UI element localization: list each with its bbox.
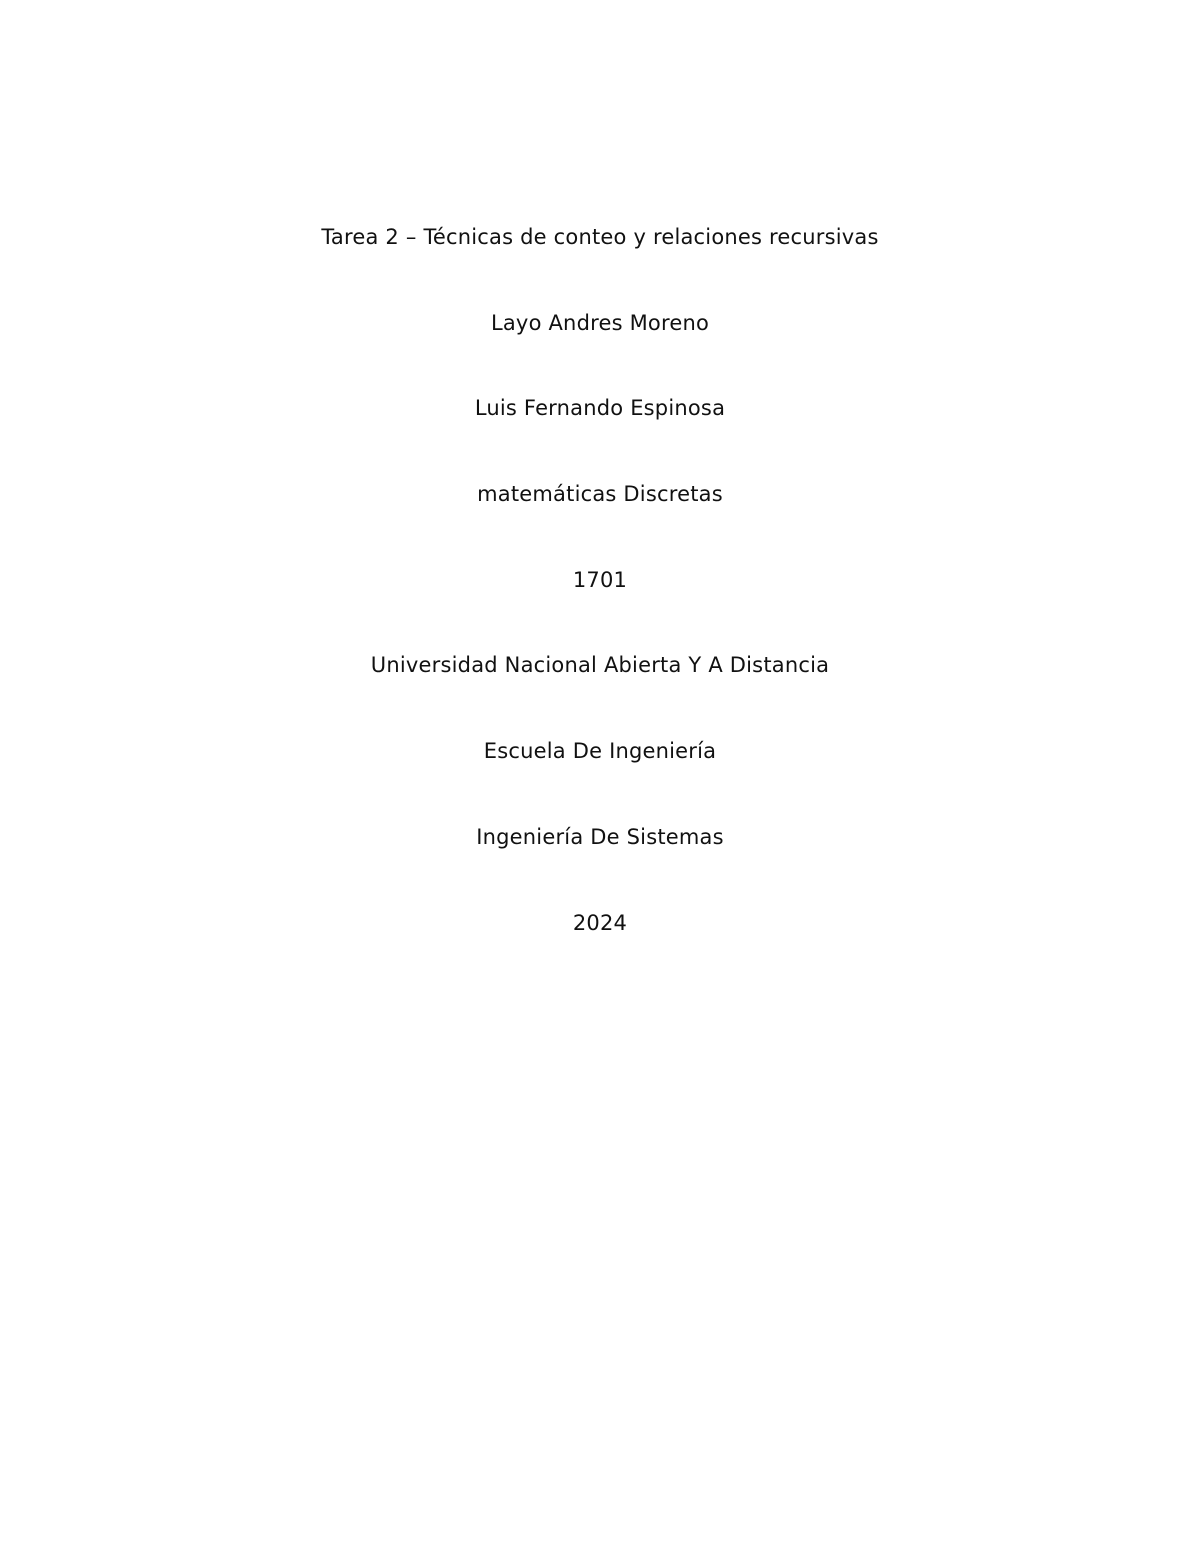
- group-number: 1701: [572, 567, 628, 592]
- university-name: Universidad Nacional Abierta Y A Distancia: [370, 653, 830, 678]
- tutor-name: Luis Fernando Espinosa: [474, 396, 726, 421]
- school-name: Escuela De Ingeniería: [483, 739, 717, 764]
- cover-page-block: [0, 222, 1200, 993]
- student-name: Layo Andres Moreno: [490, 310, 710, 335]
- course-name: matemáticas Discretas: [477, 482, 723, 507]
- program-name: Ingeniería De Sistemas: [476, 824, 724, 849]
- assignment-title: Tarea 2 – Técnicas de conteo y relaciones recursivas: [321, 225, 879, 249]
- year: 2024: [572, 910, 628, 935]
